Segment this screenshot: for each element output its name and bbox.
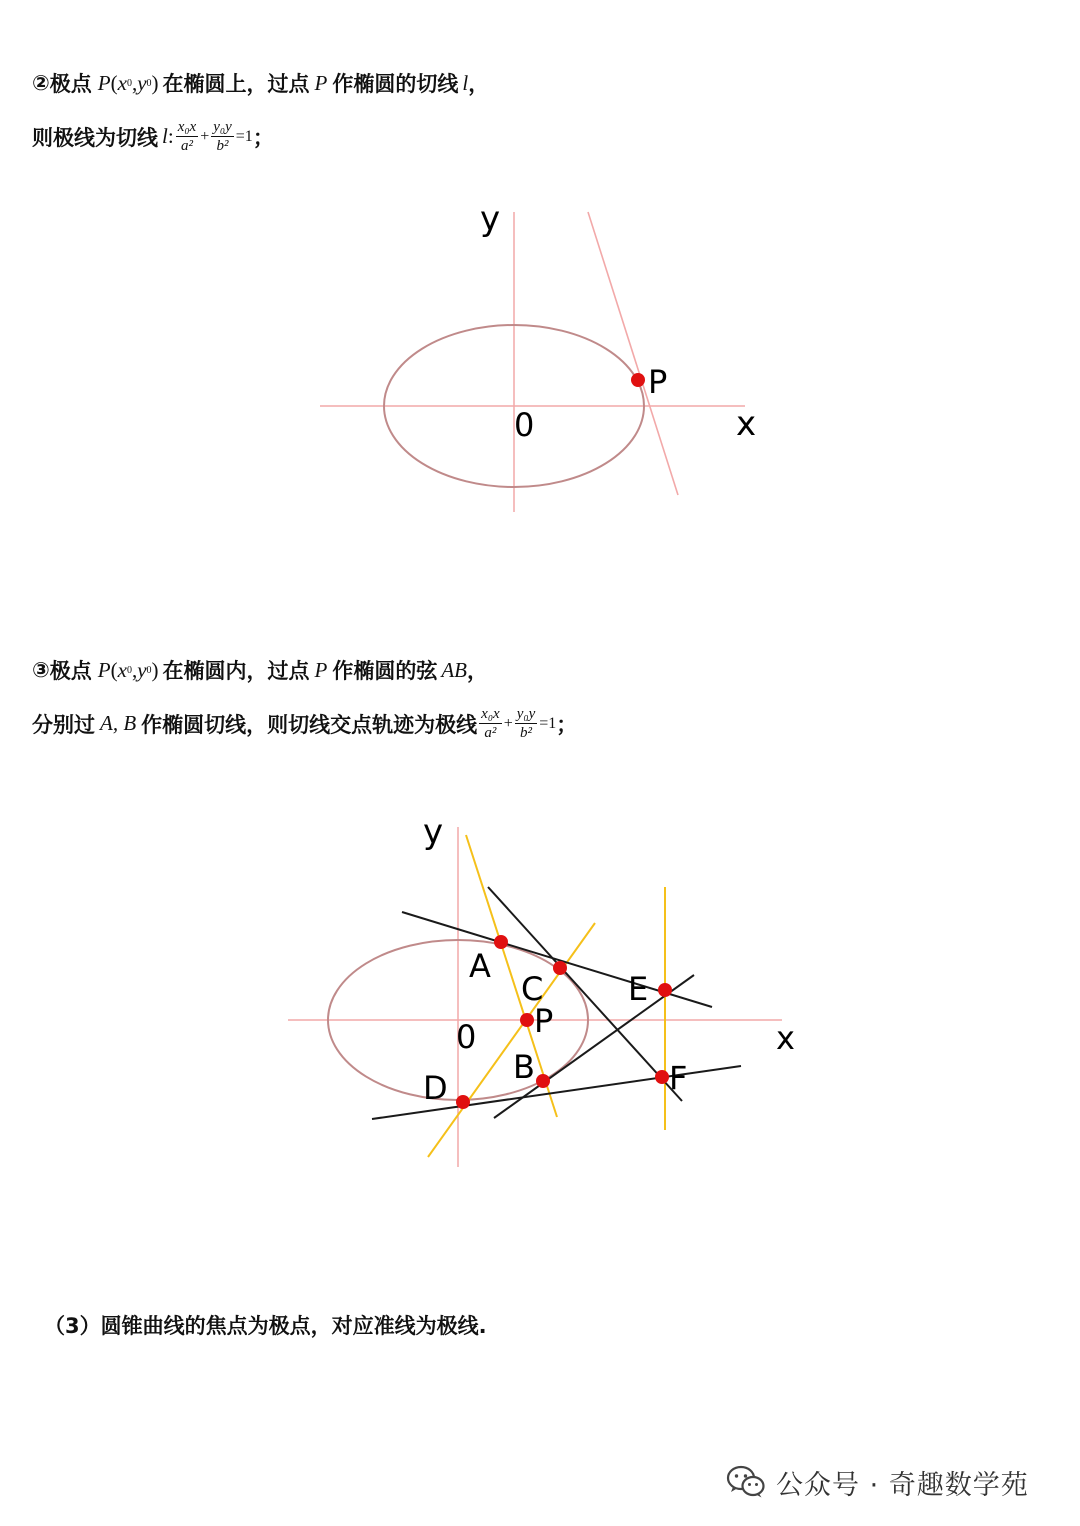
point-D-marker [456, 1095, 470, 1109]
plus-sign: + [200, 127, 210, 145]
fraction-x-3 [479, 705, 502, 742]
point-P-ref: P [314, 70, 328, 95]
frac-x-num-3: x₀x [481, 706, 500, 722]
colon: : [167, 124, 174, 148]
label-D: D [423, 1069, 448, 1107]
frac-y-den-3: b² [519, 725, 532, 741]
points-A-B: A, B [100, 711, 137, 735]
x-axis-label: x [736, 404, 757, 444]
x0-sub: 0 [126, 77, 132, 89]
tangent-l-label: l [162, 124, 168, 148]
comma-3: , [131, 657, 138, 682]
pole-P-3: P [97, 657, 111, 682]
equals-one-3: =1 [539, 714, 557, 732]
frac-x-den: a² [180, 138, 193, 154]
y0-var: y [137, 70, 147, 95]
watermark-text: 公众号 · 奇趣数学苑 [776, 1469, 1029, 1501]
section3-l1-end: ， [467, 659, 488, 683]
point-B-marker [536, 1074, 550, 1088]
section4-text: （3）圆锥曲线的焦点为极点，对应准线为极线. [44, 1314, 487, 1338]
fraction-x [176, 118, 199, 155]
section3-marker: ③ [32, 658, 50, 682]
watermark [726, 1462, 1029, 1502]
section2-text-a: 极点 [49, 72, 92, 96]
frac-y-num-3: y₀y [516, 706, 536, 722]
section3-text-a: 极点 [49, 659, 92, 683]
x0-var-3: x [117, 657, 127, 682]
section3-text-l2b: 作椭圆切线，则切线交点轨迹为极线 [141, 712, 478, 737]
y-axis-label-2: y [423, 812, 444, 852]
tangent-line [588, 212, 678, 495]
frac-y-den: b² [216, 138, 229, 154]
fraction-y [211, 118, 234, 155]
section3-line1 [32, 655, 488, 685]
origin-label-2: 0 [456, 1018, 477, 1056]
figure-tangent [300, 190, 780, 520]
x0-sub-3: 0 [126, 664, 132, 676]
label-A: A [469, 947, 491, 985]
plus-sign-3: + [503, 714, 513, 732]
section2-l2-end: ； [252, 125, 274, 150]
frac-x-num: x₀x [177, 119, 197, 135]
equals-one: =1 [235, 127, 253, 145]
section3-line2 [32, 705, 577, 742]
point-P-label: P [648, 363, 668, 401]
label-F: F [669, 1059, 688, 1097]
section2-marker: ② [32, 71, 50, 95]
y0-sub-3: 0 [146, 664, 152, 676]
paren-close: ) [151, 70, 159, 95]
fraction-y-3 [515, 705, 538, 742]
section2-text-c: 作椭圆的切线 [332, 72, 459, 96]
frac-y-num: y₀y [213, 119, 232, 135]
section3-text-l2a: 分别过 [32, 712, 95, 737]
section3-l2-end: ； [556, 712, 578, 737]
origin-label: 0 [514, 406, 535, 444]
point-F-marker [655, 1070, 669, 1084]
point-P-ref-3: P [314, 657, 328, 682]
point-P-marker [631, 373, 645, 387]
section2-text-l2: 则极线为切线 [32, 125, 158, 150]
label-B: B [513, 1048, 535, 1086]
comma: , [131, 70, 138, 95]
point-A-marker [494, 935, 508, 949]
frac-x-den-3: a² [484, 725, 497, 741]
wechat-icon [726, 1465, 766, 1499]
tangent-l: l [462, 70, 469, 95]
point-E-marker [658, 983, 672, 997]
label-C: C [521, 970, 544, 1008]
x-axis-label-2: x [776, 1019, 795, 1057]
point-C-marker [553, 961, 567, 975]
chord-DC-line [428, 923, 595, 1157]
chord-AB: AB [441, 657, 467, 682]
pole-P: P [97, 70, 111, 95]
section2-line2 [32, 118, 274, 155]
label-P: P [534, 1002, 554, 1040]
paren-open-3: ( [110, 657, 118, 682]
section2-line1 [32, 68, 489, 98]
section4-line [44, 1310, 487, 1340]
figure-polar [280, 805, 800, 1185]
point-P-marker-2 [520, 1013, 534, 1027]
y0-sub: 0 [146, 77, 152, 89]
paren-open: ( [110, 70, 118, 95]
paren-close-3: ) [151, 657, 159, 682]
y-axis-label: y [480, 199, 501, 239]
y0-var-3: y [137, 657, 147, 682]
section2-l1-end: ， [468, 72, 490, 96]
section2-text-b: 在椭圆上，过点 [162, 72, 310, 96]
label-E: E [628, 970, 649, 1008]
x0-var: x [117, 70, 127, 95]
section3-text-b: 在椭圆内，过点 [162, 659, 310, 683]
section3-text-c: 作椭圆的弦 [332, 659, 438, 683]
